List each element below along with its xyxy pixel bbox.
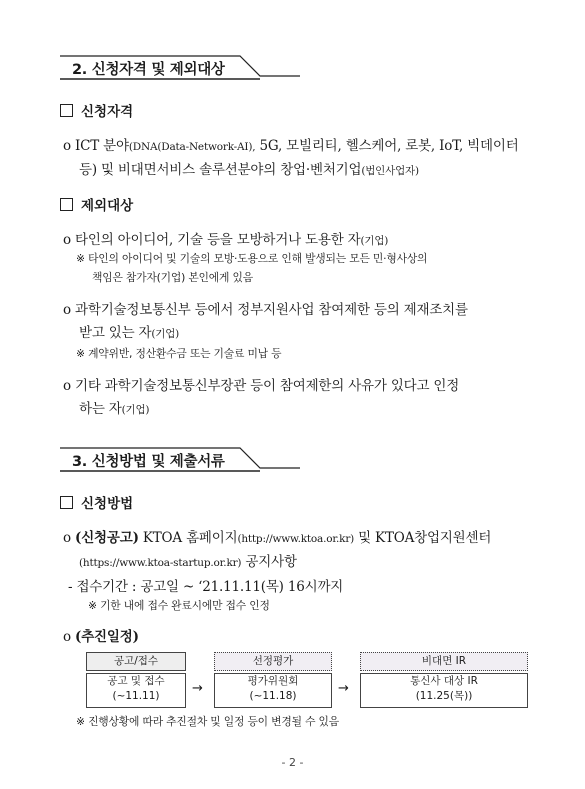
eligibility-heading: 신청자격 <box>60 100 133 120</box>
flow-arrow-1-icon: → <box>192 681 203 696</box>
flow-step-1-header: 공고/접수 <box>86 652 186 671</box>
exclusion-item-2-cont: 받고 있는 자(기업) <box>79 325 180 341</box>
section-3-title: 3. 신청방법 및 제출서류 <box>72 454 225 470</box>
exclusion-item-2-note: ※ 계약위반, 정산환수금 또는 기술료 미납 등 <box>76 347 282 360</box>
flow-note: ※ 진행상황에 따라 추진절차 및 일정 등이 변경될 수 있음 <box>76 715 339 728</box>
flow-step-2-box <box>214 673 332 708</box>
section-3-header <box>60 446 300 476</box>
checkbox-square-icon <box>60 496 73 509</box>
flow-step-3-box <box>360 673 528 708</box>
flow-arrow-2-icon: → <box>338 681 349 696</box>
eligibility-line-2: 등) 및 비대면서비스 솔루션분야의 창업·벤처기업(법인사업자) <box>79 162 419 178</box>
exclusion-item-1-note: ※ 타인의 아이디어 및 기술의 모방·도용으로 인해 발생되는 모든 민·형사상의 <box>76 252 428 265</box>
exclusion-item-2: o 과학기술정보통신부 등에서 정부지원사업 참여제한 등의 제재조치를 <box>63 302 468 318</box>
flow-step-2-header: 선정평가 <box>214 652 332 671</box>
eligibility-line-1: o ICT 분야(DNA(Data-Network-AI), 5G, 모빌리티, 헬스케어, 로봇, IoT, 빅데이터 <box>63 138 519 154</box>
flow-step-1-box <box>86 673 186 708</box>
exclusion-item-3-cont: 하는 자(기업) <box>79 401 150 417</box>
exclusion-heading: 제외대상 <box>60 194 133 214</box>
flow-step-3-line1: 통신사 대상 IR <box>410 675 478 687</box>
flow-step-3-line2: (11.25(목)) <box>415 690 473 702</box>
exclusion-item-3: o 기타 과학기술정보통신부장관 등이 참여제한의 사유가 있다고 인정 <box>63 378 460 394</box>
flow-step-3-header: 비대면 IR <box>360 652 528 671</box>
application-period: - 접수기간 : 공고일 ~ ‘21.11.11(목) 16시까지 <box>68 579 344 595</box>
section-2-header <box>60 54 300 84</box>
exclusion-item-1-note-cont: 책임은 참가자(기업) 본인에게 있음 <box>92 271 253 284</box>
schedule-heading: o (추진일정) <box>63 629 139 645</box>
method-line-2: (https://www.ktoa-startup.or.kr) 공지사항 <box>79 554 297 570</box>
flow-step-1-line1: 공고 및 접수 <box>107 675 165 687</box>
checkbox-square-icon <box>60 198 73 211</box>
application-period-note: ※ 기한 내에 접수 완료시에만 접수 인정 <box>88 599 270 612</box>
method-heading: 신청방법 <box>60 492 133 512</box>
page-number: - 2 - <box>281 756 304 769</box>
flow-step-1-line2: (~11.11) <box>112 690 160 702</box>
flow-step-2-line2: (~11.18) <box>249 690 297 702</box>
exclusion-item-1: o 타인의 아이디어, 기술 등을 모방하거나 도용한 자(기업) <box>63 232 389 248</box>
section-2-title: 2. 신청자격 및 제외대상 <box>72 62 225 78</box>
checkbox-square-icon <box>60 104 73 117</box>
method-line-1: o (신청공고) KTOA 홈페이지(http://www.ktoa.or.kr) 및 KTOA창업지원센터 <box>63 530 492 546</box>
flow-step-2-line1: 평가위원회 <box>247 675 299 687</box>
